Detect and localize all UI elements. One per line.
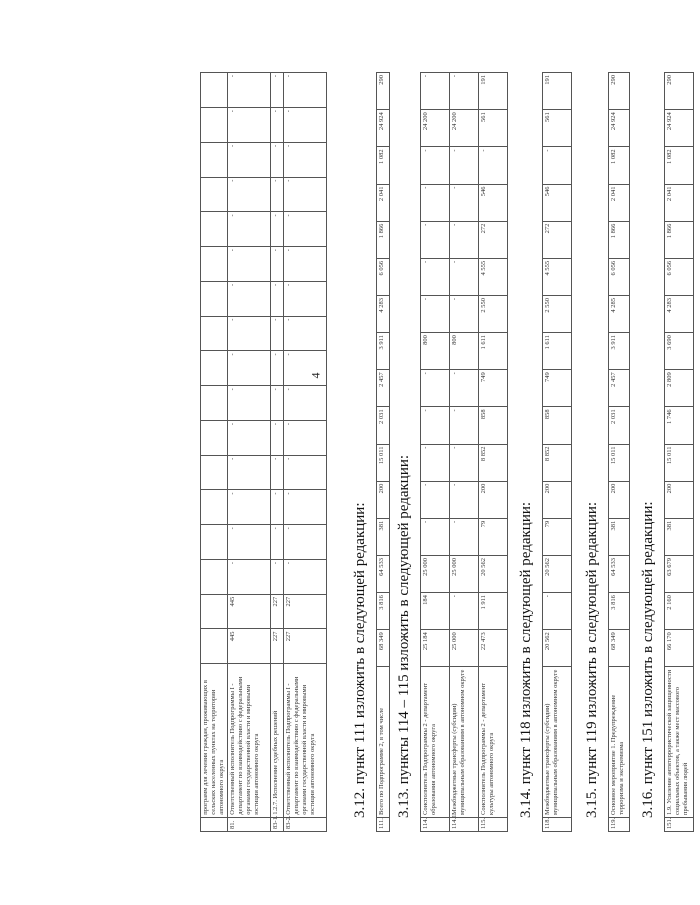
row-name: программ для лечения граждан, проживающих в сельских населенных пунктах на территории автономного округа bbox=[201, 664, 228, 817]
cell: - bbox=[450, 295, 479, 332]
cell: - bbox=[284, 73, 327, 108]
cell: 272 bbox=[479, 221, 508, 258]
row-name: Ответственный исполнитель Подпрограммы I - департамент по взаимодействию с федеральными органами государственной власти и мировыми юстиции автономного округа bbox=[228, 664, 271, 817]
cell: 2 457 bbox=[377, 370, 390, 407]
table-row bbox=[609, 73, 630, 832]
section-heading-3-12: 3.12. пункт 111 изложить в следующей редакции: bbox=[352, 502, 368, 818]
cell: - bbox=[421, 481, 450, 518]
cell: 3 911 bbox=[377, 333, 390, 370]
cell: 3 816 bbox=[377, 593, 390, 630]
cell: - bbox=[450, 221, 479, 258]
cell: - bbox=[271, 455, 284, 490]
cell: - bbox=[450, 444, 479, 481]
section-table-3-15 bbox=[608, 72, 630, 832]
top-table bbox=[200, 72, 327, 832]
row-name: Всего по Подпрограмме 2, в том числе bbox=[377, 667, 390, 818]
table-row bbox=[377, 73, 390, 832]
cell: - bbox=[421, 73, 450, 110]
cell: - bbox=[543, 147, 572, 184]
row-id: 114. bbox=[421, 817, 450, 831]
row-name: Основное мероприятие 1. Предупреждение терроризма и экстремизма bbox=[609, 667, 630, 818]
row-name: Соисполнитель Подпрограммы 2 - департамент культуры автономного округа bbox=[479, 667, 508, 818]
cell: - bbox=[228, 420, 271, 455]
section-heading-3-13: 3.13. пункты 114 – 115 изложить в следующей редакции: bbox=[396, 454, 412, 818]
cell: 858 bbox=[543, 407, 572, 444]
cell: 4 283 bbox=[377, 295, 390, 332]
cell: - bbox=[228, 142, 271, 177]
top-table-block bbox=[200, 72, 327, 832]
cell: - bbox=[450, 481, 479, 518]
cell bbox=[201, 594, 228, 629]
row-id: 119. bbox=[609, 817, 630, 831]
cell: 68 349 bbox=[609, 630, 630, 667]
cell: 63 679 bbox=[665, 555, 694, 592]
cell: 2 041 bbox=[609, 184, 630, 221]
table-row bbox=[450, 73, 479, 832]
cell: - bbox=[450, 370, 479, 407]
cell: 200 bbox=[479, 481, 508, 518]
cell bbox=[201, 316, 228, 351]
section-heading-3-15: 3.15. пункт 119 изложить в следующей редакции: bbox=[584, 501, 600, 818]
cell: - bbox=[228, 177, 271, 212]
cell: 1 746 bbox=[665, 407, 694, 444]
cell: 200 bbox=[665, 481, 694, 518]
cell: 25 000 bbox=[421, 555, 450, 592]
cell: - bbox=[284, 420, 327, 455]
cell: - bbox=[421, 147, 450, 184]
table bbox=[376, 72, 390, 832]
section-table-3-14 bbox=[542, 72, 572, 832]
cell: - bbox=[271, 559, 284, 594]
cell: 561 bbox=[543, 110, 572, 147]
cell: - bbox=[450, 258, 479, 295]
row-name: 1.2.7. Исполнение судебных решений bbox=[271, 664, 284, 817]
cell: 1 611 bbox=[543, 333, 572, 370]
cell: - bbox=[284, 351, 327, 386]
table-row bbox=[228, 73, 271, 832]
cell: - bbox=[228, 525, 271, 560]
cell bbox=[201, 108, 228, 143]
cell: - bbox=[228, 108, 271, 143]
cell: - bbox=[284, 525, 327, 560]
cell bbox=[201, 142, 228, 177]
cell: - bbox=[271, 386, 284, 421]
cell: 24 200 bbox=[450, 110, 479, 147]
rotated-document-sheet bbox=[200, 72, 700, 832]
cell: - bbox=[271, 247, 284, 282]
cell: 66 170 bbox=[665, 630, 694, 667]
cell: 184 bbox=[421, 593, 450, 630]
row-id: 81. bbox=[228, 817, 271, 831]
cell: 290 bbox=[609, 73, 630, 110]
row-name: Соисполнитель Подпрограммы 2 - департамент образования автономного округа bbox=[421, 667, 450, 818]
cell: 4 555 bbox=[543, 258, 572, 295]
cell: 290 bbox=[665, 73, 694, 110]
cell: - bbox=[228, 316, 271, 351]
cell: 15 011 bbox=[665, 444, 694, 481]
cell: - bbox=[228, 351, 271, 386]
cell: 2 550 bbox=[543, 295, 572, 332]
cell: 6 056 bbox=[665, 258, 694, 295]
cell: 1 082 bbox=[665, 147, 694, 184]
cell: - bbox=[271, 420, 284, 455]
cell: - bbox=[284, 386, 327, 421]
cell: - bbox=[421, 221, 450, 258]
cell: - bbox=[450, 407, 479, 444]
cell: 2 160 bbox=[665, 593, 694, 630]
section-heading-3-14: 3.14. пункт 118 изложить в следующей редакции: bbox=[518, 501, 534, 818]
cell: - bbox=[450, 73, 479, 110]
cell: - bbox=[421, 258, 450, 295]
cell: 272 bbox=[543, 221, 572, 258]
cell: 1 082 bbox=[377, 147, 390, 184]
cell: 227 bbox=[284, 629, 327, 664]
cell: 381 bbox=[377, 518, 390, 555]
cell: - bbox=[228, 559, 271, 594]
cell: - bbox=[271, 142, 284, 177]
cell: 25 000 bbox=[450, 630, 479, 667]
cell: - bbox=[421, 370, 450, 407]
cell: - bbox=[284, 212, 327, 247]
cell: 2 031 bbox=[377, 407, 390, 444]
cell bbox=[201, 386, 228, 421]
section-heading-3-16: 3.16. пункт 151 изложить в следующей редакции: bbox=[640, 501, 656, 818]
cell: 2 041 bbox=[377, 184, 390, 221]
cell: - bbox=[284, 559, 327, 594]
row-name: Ответственный исполнитель Подпрограммы I - департамент по взаимодействию с федеральными органами государственной власти и мировыми юстиции автономного округа bbox=[284, 664, 327, 817]
row-id: 118. bbox=[543, 817, 572, 831]
cell: - bbox=[228, 386, 271, 421]
cell: - bbox=[450, 593, 479, 630]
cell: - bbox=[271, 177, 284, 212]
cell: - bbox=[271, 316, 284, 351]
cell: - bbox=[421, 184, 450, 221]
table-row bbox=[201, 73, 228, 832]
cell bbox=[201, 525, 228, 560]
cell: - bbox=[421, 407, 450, 444]
cell: 4 283 bbox=[665, 295, 694, 332]
cell: 24 924 bbox=[609, 110, 630, 147]
cell: 3 911 bbox=[609, 333, 630, 370]
cell: 200 bbox=[609, 481, 630, 518]
cell: - bbox=[284, 247, 327, 282]
cell: 15 011 bbox=[609, 444, 630, 481]
section-table-3-12 bbox=[376, 72, 390, 832]
cell: 561 bbox=[479, 110, 508, 147]
section-table-3-16 bbox=[664, 72, 694, 832]
cell: 800 bbox=[450, 333, 479, 370]
cell bbox=[201, 420, 228, 455]
cell: - bbox=[284, 490, 327, 525]
cell: 25 184 bbox=[421, 630, 450, 667]
row-id bbox=[201, 817, 228, 831]
row-name: Межбюджетные трансферты (субсидии) муниципальным образованиям в автономном округе bbox=[450, 667, 479, 818]
cell: 8 852 bbox=[479, 444, 508, 481]
cell: 227 bbox=[284, 594, 327, 629]
cell: 20 562 bbox=[543, 630, 572, 667]
cell: - bbox=[450, 518, 479, 555]
cell: 227 bbox=[271, 629, 284, 664]
cell: - bbox=[284, 316, 327, 351]
cell: - bbox=[228, 247, 271, 282]
row-id: 111. bbox=[377, 817, 390, 831]
cell bbox=[201, 629, 228, 664]
cell: 2 809 bbox=[665, 370, 694, 407]
cell: - bbox=[450, 184, 479, 221]
cell: 749 bbox=[543, 370, 572, 407]
row-id: 115. bbox=[479, 817, 508, 831]
cell: 64 533 bbox=[377, 555, 390, 592]
cell: 1 911 bbox=[479, 593, 508, 630]
cell: 546 bbox=[479, 184, 508, 221]
cell: 1 082 bbox=[609, 147, 630, 184]
cell: - bbox=[271, 281, 284, 316]
table bbox=[608, 72, 630, 832]
cell: 24 200 bbox=[421, 110, 450, 147]
cell bbox=[201, 281, 228, 316]
cell: - bbox=[271, 351, 284, 386]
table-row bbox=[479, 73, 508, 832]
cell: 381 bbox=[665, 518, 694, 555]
cell: 20 562 bbox=[543, 555, 572, 592]
cell: 1 866 bbox=[609, 221, 630, 258]
table bbox=[664, 72, 694, 832]
cell: 24 924 bbox=[665, 110, 694, 147]
cell: 20 562 bbox=[479, 555, 508, 592]
cell: 64 533 bbox=[609, 555, 630, 592]
cell bbox=[201, 490, 228, 525]
table-row bbox=[284, 73, 327, 832]
cell: 290 bbox=[377, 73, 390, 110]
cell: 749 bbox=[479, 370, 508, 407]
cell: - bbox=[228, 455, 271, 490]
cell: - bbox=[543, 593, 572, 630]
cell: - bbox=[271, 525, 284, 560]
cell: 2 041 bbox=[665, 184, 694, 221]
cell: - bbox=[271, 108, 284, 143]
cell: - bbox=[284, 108, 327, 143]
cell: - bbox=[284, 455, 327, 490]
cell bbox=[201, 351, 228, 386]
cell: - bbox=[271, 212, 284, 247]
cell: 191 bbox=[479, 73, 508, 110]
cell: 200 bbox=[377, 481, 390, 518]
cell: 2 031 bbox=[609, 407, 630, 444]
row-id: 83-1. bbox=[271, 817, 284, 831]
cell bbox=[201, 455, 228, 490]
cell: 4 285 bbox=[609, 295, 630, 332]
cell: 381 bbox=[609, 518, 630, 555]
cell bbox=[201, 73, 228, 108]
cell: 6 056 bbox=[609, 258, 630, 295]
cell bbox=[201, 177, 228, 212]
cell: 6 056 bbox=[377, 258, 390, 295]
cell: 858 bbox=[479, 407, 508, 444]
cell: - bbox=[479, 147, 508, 184]
cell bbox=[201, 247, 228, 282]
cell: 200 bbox=[543, 481, 572, 518]
cell: - bbox=[271, 73, 284, 108]
cell: - bbox=[271, 490, 284, 525]
cell: - bbox=[421, 444, 450, 481]
cell: 2 457 bbox=[609, 370, 630, 407]
cell: 2 550 bbox=[479, 295, 508, 332]
cell: 1 611 bbox=[479, 333, 508, 370]
cell: - bbox=[421, 295, 450, 332]
cell: 25 000 bbox=[450, 555, 479, 592]
page-number: 4 bbox=[308, 372, 323, 379]
cell: - bbox=[284, 142, 327, 177]
cell: 191 bbox=[543, 73, 572, 110]
row-name: 1.9. Усиление антитеррористической защищенности социальных объектов, а также мест массового пребывания людей bbox=[665, 667, 694, 818]
cell: 4 555 bbox=[479, 258, 508, 295]
cell: 227 bbox=[271, 594, 284, 629]
row-id: 114.1. bbox=[450, 817, 479, 831]
table bbox=[542, 72, 572, 832]
cell: - bbox=[450, 147, 479, 184]
cell bbox=[201, 559, 228, 594]
cell: 15 011 bbox=[377, 444, 390, 481]
cell: 79 bbox=[543, 518, 572, 555]
cell: - bbox=[284, 177, 327, 212]
cell: 22 473 bbox=[479, 630, 508, 667]
cell bbox=[201, 212, 228, 247]
cell: 24 924 bbox=[377, 110, 390, 147]
cell: 68 349 bbox=[377, 630, 390, 667]
cell: - bbox=[421, 518, 450, 555]
cell: 546 bbox=[543, 184, 572, 221]
cell: - bbox=[228, 73, 271, 108]
cell: 79 bbox=[479, 518, 508, 555]
cell: - bbox=[228, 490, 271, 525]
cell: - bbox=[284, 281, 327, 316]
cell: 8 852 bbox=[543, 444, 572, 481]
cell: 800 bbox=[421, 333, 450, 370]
table-row bbox=[421, 73, 450, 832]
cell: - bbox=[228, 212, 271, 247]
table-row bbox=[665, 73, 694, 832]
cell: 1 866 bbox=[377, 221, 390, 258]
row-id: 151. bbox=[665, 817, 694, 831]
section-table-3-13 bbox=[420, 72, 508, 832]
cell: 445 bbox=[228, 594, 271, 629]
cell: 445 bbox=[228, 629, 271, 664]
cell: - bbox=[228, 281, 271, 316]
cell: 3 816 bbox=[609, 593, 630, 630]
table-row bbox=[271, 73, 284, 832]
table-row bbox=[543, 73, 572, 832]
cell: 3 690 bbox=[665, 333, 694, 370]
cell: 1 866 bbox=[665, 221, 694, 258]
table bbox=[420, 72, 508, 832]
row-id: 83-2. bbox=[284, 817, 327, 831]
row-name: Межбюджетные трансферты (субсидии) муниципальным образованиям в автономном округе bbox=[543, 667, 572, 818]
